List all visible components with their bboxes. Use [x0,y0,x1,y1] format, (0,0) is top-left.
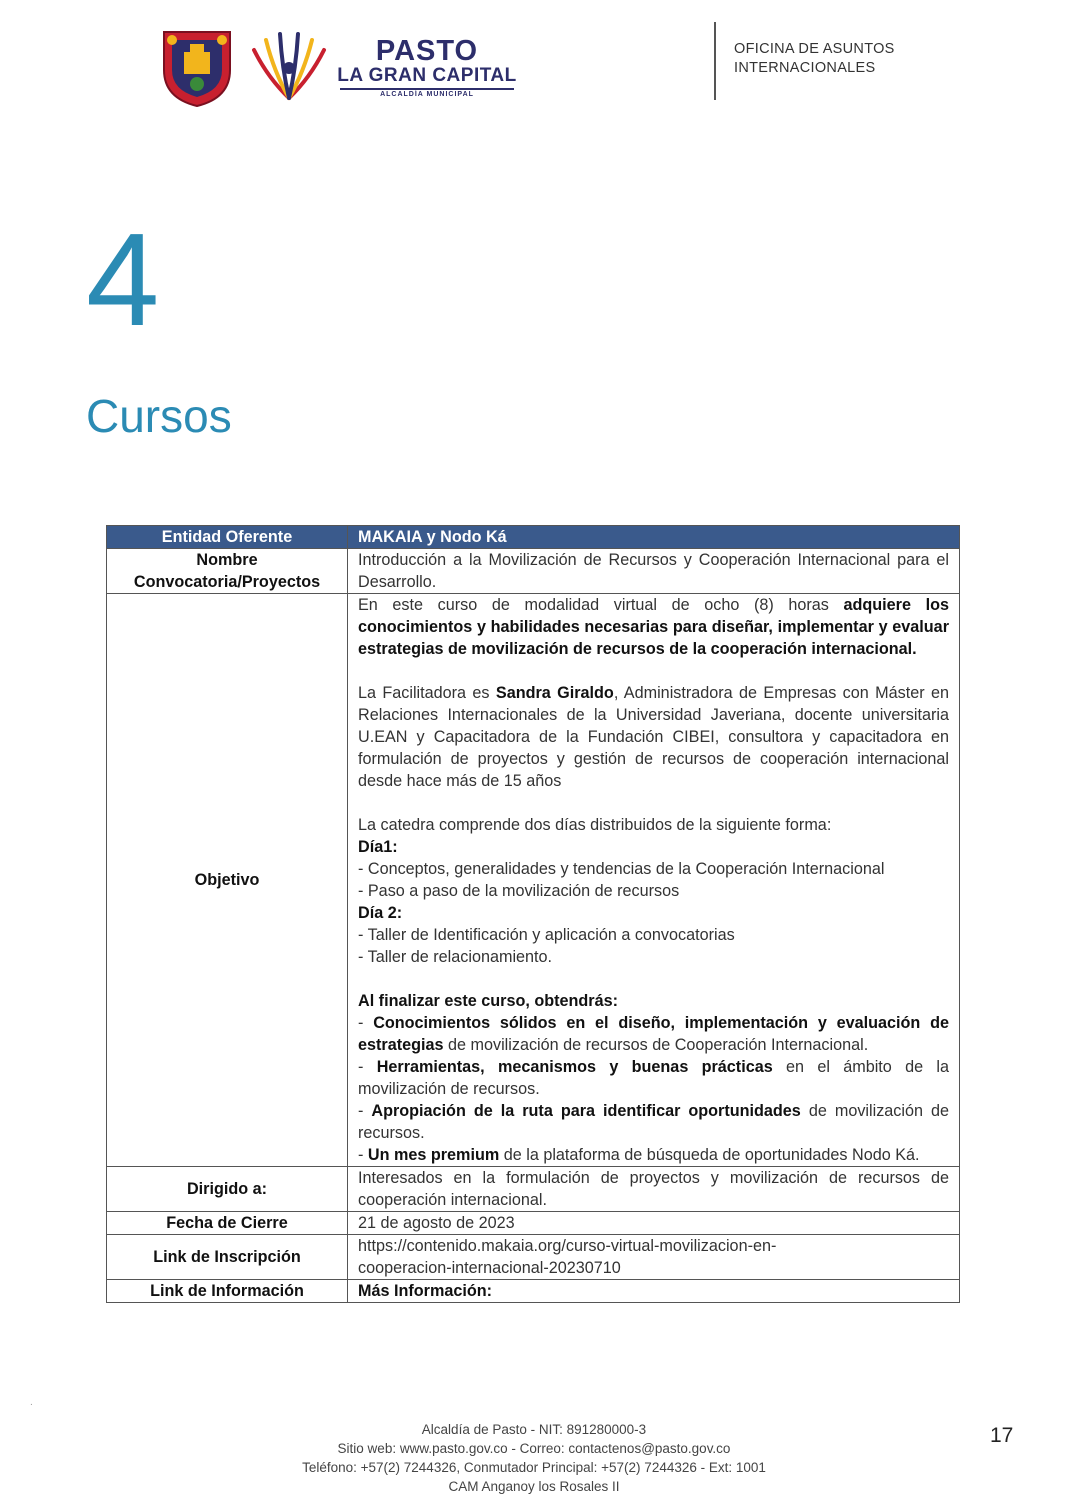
outcomes-label [358,990,949,1012]
city-logo-icon [248,28,330,106]
section-number: 4 [86,206,160,353]
outcome-item [358,1144,949,1166]
day1-label-text: Día1: [358,838,398,856]
outcome-item [358,1056,949,1100]
inscripcion-link[interactable] [348,1235,960,1280]
inscripcion-link-line-1[interactable]: https://contenido.makaia.org/curso-virtual-movilizacion-en- [358,1237,777,1255]
outcome-bold: Un mes premium [367,1146,500,1164]
informacion-label: Link de Información [107,1280,348,1303]
entidad-label: Entidad Oferente [107,526,348,549]
dirigido-value: Interesados en la formulación de proyectos y movilización de recursos de cooperación internacional. [348,1167,960,1212]
objetivo-paragraph-1 [358,594,949,660]
brand-subtitle: LA GRAN CAPITAL [337,65,517,86]
objetivo-p1-text: En este curso de modalidad virtual de ocho (8) horas [358,596,844,614]
day1-item: - Conceptos, generalidades y tendencias de la Cooperación Internacional [358,860,885,878]
outcome-dash: - [358,1102,372,1120]
table-row [107,1235,960,1280]
outcome-dash: - [358,1014,374,1032]
table-row [107,1212,960,1235]
day2-item: - Taller de relacionamiento. [358,948,553,966]
day2-item: - Taller de Identificación y aplicación a convocatorias [358,926,735,944]
table-header-row [107,526,960,549]
brand-title: PASTO [375,35,479,67]
fecha-label: Fecha de Cierre [107,1212,348,1235]
outcome-item [358,1100,949,1144]
course-info-table [106,525,960,1303]
nombre-label-line-1: Nombre [196,551,258,569]
table-row [107,594,960,1167]
objetivo-label: Objetivo [107,594,348,1167]
informacion-link-text[interactable]: Más Información: [358,1282,493,1300]
informacion-link[interactable] [348,1280,960,1303]
office-line-2: INTERNACIONALES [734,60,876,76]
office-name [734,40,895,78]
header-divider [714,22,716,100]
schedule-intro: La catedra comprende dos días distribuidos de la siguiente forma: [358,816,832,834]
footer-line-3: Teléfono: +57(2) 7244326, Conmutador Principal: +57(2) 7244326 - Ext: 1001 [302,1460,766,1475]
brand-wordmark [332,36,522,98]
day1-label [358,836,949,858]
table-row [107,549,960,594]
table-row [107,1167,960,1212]
margin-mark: . [30,1397,33,1408]
objetivo-value [348,594,960,1167]
day1-item: - Paso a paso de la movilización de recursos [358,882,680,900]
dirigido-label: Dirigido a: [107,1167,348,1212]
section-title: Cursos [86,390,232,442]
nombre-label [107,549,348,594]
page-header [0,18,1068,108]
facilitator-name: Sandra Giraldo [495,684,614,702]
entidad-value: MAKAIA y Nodo Ká [348,526,960,549]
office-line-1: OFICINA DE ASUNTOS [734,41,895,57]
objetivo-p2-post: , Administradora de Empresas con Máster en Relaciones Internacionales de la Universidad Javeriana, docente universitaria U.EAN y Capacitadora de la Fundación CIBEI, consultora y capacitadora en formulación de proyectos y gestión de recursos de cooperación internacional desde hace más de 15 años [358,684,949,790]
outcome-bold: Apropiación de la ruta para identificar oportunidades [371,1102,801,1120]
fecha-value: 21 de agosto de 2023 [348,1212,960,1235]
objetivo-p1-bold: adquiere los conocimientos y habilidades necesarias para diseñar, implementar y evaluar estrategias de movilización de recursos de la cooperación internacional. [358,596,949,658]
objetivo-paragraph-2 [358,682,949,792]
brand-tagline: ALCALDÍA MUNICIPAL [380,91,474,98]
objetivo-p2-pre: La Facilitadora es [358,684,496,702]
objetivo-schedule [358,814,949,968]
outcome-bold: Herramientas, mecanismos y buenas prácticas [376,1058,773,1076]
outcome-dash: - [358,1058,377,1076]
outcome-text: de movilización de recursos. [358,1102,950,1142]
footer-line-2: Sitio web: www.pasto.gov.co - Correo: contactenos@pasto.gov.co [337,1441,731,1456]
day2-label [358,902,949,924]
objetivo-outcomes [358,990,949,1166]
page-number: 17 [990,1424,1014,1447]
brand-rule [340,88,514,90]
nombre-label-line-2: Convocatoria/Proyectos [133,573,321,591]
table-row [107,1280,960,1303]
outcome-text: de movilización de recursos de Cooperación Internacional. [443,1036,869,1054]
page-footer [0,1420,1068,1496]
coat-of-arms-icon [158,26,236,108]
outcome-dash: - [358,1146,368,1164]
day2-label-text: Día 2: [358,904,403,922]
outcome-bold: Conocimientos sólidos en el diseño, implementación y evaluación de estrategias [358,1014,949,1054]
inscripcion-link-line-2[interactable]: cooperacion-internacional-20230710 [358,1259,621,1277]
footer-line-4: CAM Anganoy los Rosales II [448,1479,620,1494]
nombre-value: Introducción a la Movilización de Recursos y Cooperación Internacional para el Desarrollo. [348,549,960,594]
outcome-item [358,1012,949,1056]
footer-line-1: Alcaldía de Pasto - NIT: 891280000-3 [421,1422,647,1437]
inscripcion-label: Link de Inscripción [107,1235,348,1280]
outcomes-label-text: Al finalizar este curso, obtendrás: [358,992,618,1010]
outcome-text: de la plataforma de búsqueda de oportunidades Nodo Ká. [499,1146,920,1164]
outcome-text: en el ámbito de la movilización de recursos. [358,1058,950,1098]
